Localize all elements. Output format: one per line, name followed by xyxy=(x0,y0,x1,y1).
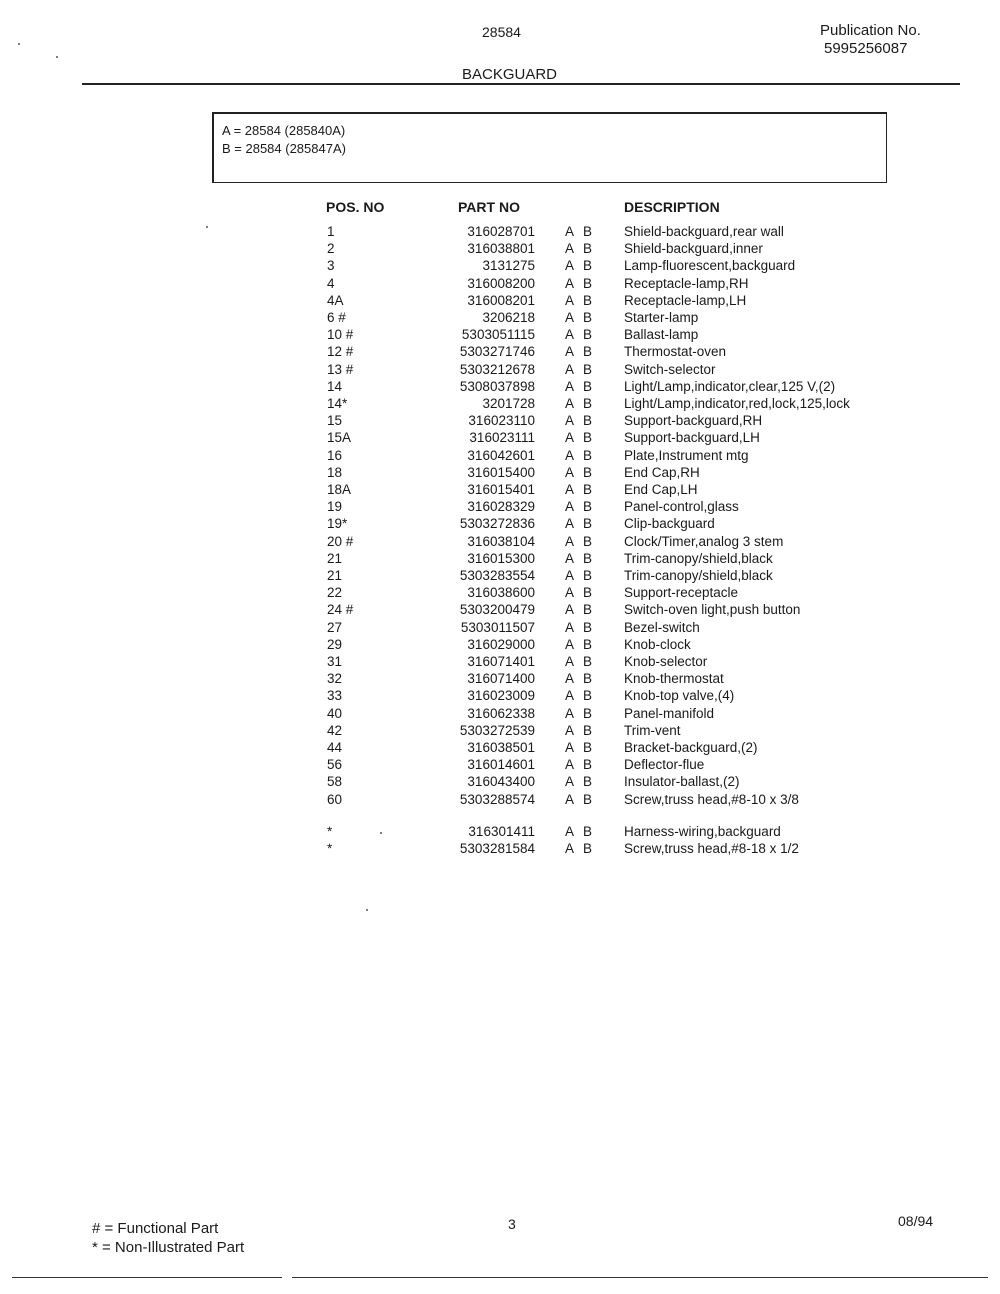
pos-cell: 27 xyxy=(327,620,343,635)
pos-cell: * xyxy=(327,824,333,839)
version-cell: A B xyxy=(565,499,596,514)
version-cell: A B xyxy=(565,654,596,669)
date-code: 08/94 xyxy=(898,1213,934,1229)
version-cell: A B xyxy=(565,551,596,566)
version-cell: A B xyxy=(565,344,596,359)
part-number-cell: 5303288574 xyxy=(459,792,535,807)
description-cell: Trim-canopy/shield,black xyxy=(624,568,773,583)
footnote-functional: # = Functional Part xyxy=(92,1220,219,1237)
part-number-cell: 5308037898 xyxy=(459,379,535,394)
table-row xyxy=(0,293,1000,310)
description-cell: Knob-thermostat xyxy=(624,671,724,686)
pos-cell: 19 xyxy=(327,499,343,514)
description-cell: Knob-selector xyxy=(624,654,708,669)
table-row xyxy=(0,568,1000,585)
description-cell: Switch-oven light,push button xyxy=(624,602,801,617)
pos-cell: 1 xyxy=(327,224,335,239)
part-number-cell: 316023009 xyxy=(467,688,535,703)
version-cell: A B xyxy=(565,396,596,411)
bottom-rule xyxy=(12,1277,282,1278)
pos-cell: 19* xyxy=(327,516,348,531)
table-row xyxy=(0,258,1000,275)
description-cell: Screw,truss head,#8-10 x 3/8 xyxy=(624,792,799,807)
publication-number: 5995256087 xyxy=(824,40,908,57)
table-row xyxy=(0,534,1000,551)
description-cell: End Cap,RH xyxy=(624,465,700,480)
description-cell: Knob-top valve,(4) xyxy=(624,688,735,703)
part-number-cell: 5303271746 xyxy=(459,344,535,359)
description-cell: Panel-manifold xyxy=(624,706,715,721)
table-row xyxy=(0,723,1000,740)
version-cell: A B xyxy=(565,293,596,308)
part-number-cell: 5303272539 xyxy=(459,723,535,738)
version-cell: A B xyxy=(565,757,596,772)
pos-cell: 58 xyxy=(327,774,343,789)
description-cell: Trim-canopy/shield,black xyxy=(624,551,773,566)
description-cell: Harness-wiring,backguard xyxy=(624,824,781,839)
pos-cell: 56 xyxy=(327,757,343,772)
part-number-cell: 3131275 xyxy=(482,258,535,273)
table-row xyxy=(0,413,1000,430)
version-cell: A B xyxy=(565,568,596,583)
description-cell: Trim-vent xyxy=(624,723,681,738)
part-number-cell: 316028701 xyxy=(467,224,535,239)
part-number-cell: 316014601 xyxy=(467,757,535,772)
version-cell: A B xyxy=(565,379,596,394)
description-cell: Lamp-fluorescent,backguard xyxy=(624,258,796,273)
pos-cell: 31 xyxy=(327,654,343,669)
pos-cell: 13 # xyxy=(327,362,354,377)
footnote-non-illustrated: * = Non-Illustrated Part xyxy=(92,1239,245,1256)
version-cell: A B xyxy=(565,465,596,480)
description-cell: Starter-lamp xyxy=(624,310,699,325)
version-cell: A B xyxy=(565,448,596,463)
version-cell: A B xyxy=(565,413,596,428)
table-row xyxy=(0,551,1000,568)
pos-cell: 4A xyxy=(327,293,344,308)
description-cell: Support-receptacle xyxy=(624,585,739,600)
table-row xyxy=(0,430,1000,447)
description-cell: Support-backguard,LH xyxy=(624,430,760,445)
version-cell: A B xyxy=(565,585,596,600)
table-row xyxy=(0,276,1000,293)
pos-cell: 3 xyxy=(327,258,335,273)
pos-cell: 42 xyxy=(327,723,343,738)
pos-cell: 22 xyxy=(327,585,343,600)
table-row xyxy=(0,824,1000,841)
version-cell: A B xyxy=(565,602,596,617)
table-row xyxy=(0,241,1000,258)
description-cell: Clock/Timer,analog 3 stem xyxy=(624,534,784,549)
model-number: 28584 xyxy=(482,24,521,40)
version-cell: A B xyxy=(565,327,596,342)
column-header-part: PART NO xyxy=(458,199,520,215)
table-row xyxy=(0,841,1000,858)
description-cell: Light/Lamp,indicator,clear,125 V,(2) xyxy=(624,379,836,394)
table-row xyxy=(0,706,1000,723)
table-row xyxy=(0,688,1000,705)
description-cell: Panel-control,glass xyxy=(624,499,739,514)
version-cell: A B xyxy=(565,792,596,807)
table-row xyxy=(0,757,1000,774)
version-cell: A B xyxy=(565,482,596,497)
part-number-cell: 5303011507 xyxy=(460,620,535,635)
part-number-cell: 316008200 xyxy=(467,276,535,291)
legend-line-a: A = 28584 (285840A) xyxy=(222,123,346,138)
pos-cell: 24 # xyxy=(327,602,354,617)
pos-cell: 14 xyxy=(327,379,343,394)
part-number-cell: 316008201 xyxy=(467,293,535,308)
table-row xyxy=(0,224,1000,241)
table-row xyxy=(0,585,1000,602)
version-cell: A B xyxy=(565,224,596,239)
part-number-cell: 5303200479 xyxy=(459,602,535,617)
description-cell: Clip-backguard xyxy=(624,516,715,531)
version-cell: A B xyxy=(565,620,596,635)
pos-cell: 21 xyxy=(327,568,343,583)
table-row xyxy=(0,482,1000,499)
scan-speck xyxy=(18,43,20,45)
pos-cell: 44 xyxy=(327,740,343,755)
part-number-cell: 5303281584 xyxy=(459,841,535,856)
version-cell: A B xyxy=(565,637,596,652)
part-number-cell: 316015300 xyxy=(467,551,535,566)
pos-cell: 32 xyxy=(327,671,343,686)
version-cell: A B xyxy=(565,740,596,755)
version-cell: A B xyxy=(565,258,596,273)
version-cell: A B xyxy=(565,430,596,445)
table-row xyxy=(0,499,1000,516)
part-number-cell: 316042601 xyxy=(467,448,535,463)
table-row xyxy=(0,671,1000,688)
pos-cell: 16 xyxy=(327,448,343,463)
description-cell: Knob-clock xyxy=(624,637,691,652)
part-number-cell: 316023111 xyxy=(469,430,535,445)
pos-cell: 4 xyxy=(327,276,335,291)
table-row xyxy=(0,310,1000,327)
description-cell: Thermostat-oven xyxy=(624,344,727,359)
version-cell: A B xyxy=(565,774,596,789)
scan-speck xyxy=(380,832,382,834)
pos-cell: 2 xyxy=(327,241,335,256)
part-number-cell: 316301411 xyxy=(468,824,535,839)
version-cell: A B xyxy=(565,276,596,291)
pos-cell: 18 xyxy=(327,465,343,480)
description-cell: Shield-backguard,rear wall xyxy=(624,224,784,239)
pos-cell: 6 # xyxy=(327,310,346,325)
description-cell: Receptacle-lamp,RH xyxy=(624,276,749,291)
part-number-cell: 316028329 xyxy=(467,499,535,514)
part-number-cell: 5303051115 xyxy=(461,327,535,342)
part-number-cell: 316062338 xyxy=(467,706,535,721)
description-cell: Ballast-lamp xyxy=(624,327,699,342)
version-cell: A B xyxy=(565,706,596,721)
version-cell: A B xyxy=(565,723,596,738)
table-row xyxy=(0,620,1000,637)
description-cell: Plate,Instrument mtg xyxy=(624,448,749,463)
part-number-cell: 316023110 xyxy=(468,413,535,428)
description-cell: Screw,truss head,#8-18 x 1/2 xyxy=(624,841,799,856)
column-header-pos: POS. NO xyxy=(326,199,385,215)
model-legend-box xyxy=(212,112,887,183)
part-number-cell: 5303283554 xyxy=(459,568,535,583)
pos-cell: 40 xyxy=(327,706,343,721)
scan-speck xyxy=(366,909,368,911)
pos-cell: 12 # xyxy=(327,344,354,359)
table-row xyxy=(0,344,1000,361)
table-row xyxy=(0,637,1000,654)
part-number-cell: 316015401 xyxy=(467,482,535,497)
table-row xyxy=(0,516,1000,533)
part-number-cell: 316015400 xyxy=(467,465,535,480)
description-cell: Deflector-flue xyxy=(624,757,705,772)
table-row xyxy=(0,792,1000,809)
table-row xyxy=(0,602,1000,619)
pos-cell: 15 xyxy=(327,413,343,428)
table-row xyxy=(0,654,1000,671)
description-cell: Switch-selector xyxy=(624,362,716,377)
pos-cell: 60 xyxy=(327,792,343,807)
pos-cell: 14* xyxy=(327,396,348,411)
header-rule xyxy=(82,83,960,85)
description-cell: Support-backguard,RH xyxy=(624,413,763,428)
version-cell: A B xyxy=(565,841,596,856)
pos-cell: 33 xyxy=(327,688,343,703)
part-number-cell: 316038104 xyxy=(467,534,535,549)
table-row xyxy=(0,774,1000,791)
pos-cell: 20 # xyxy=(327,534,354,549)
part-number-cell: 316043400 xyxy=(467,774,535,789)
part-number-cell: 5303212678 xyxy=(459,362,535,377)
description-cell: Bracket-backguard,(2) xyxy=(624,740,758,755)
pos-cell: 15A xyxy=(327,430,352,445)
publication-label: Publication No. xyxy=(820,22,921,39)
table-row xyxy=(0,379,1000,396)
column-header-description: DESCRIPTION xyxy=(624,199,720,215)
part-number-cell: 316071401 xyxy=(467,654,535,669)
version-cell: A B xyxy=(565,516,596,531)
scan-speck xyxy=(206,226,208,228)
table-row xyxy=(0,396,1000,413)
page-number: 3 xyxy=(508,1216,516,1232)
bottom-rule xyxy=(292,1277,988,1278)
scan-speck xyxy=(56,56,58,58)
table-row xyxy=(0,362,1000,379)
part-number-cell: 316071400 xyxy=(467,671,535,686)
description-cell: Light/Lamp,indicator,red,lock,125,lock xyxy=(624,396,850,411)
version-cell: A B xyxy=(565,824,596,839)
version-cell: A B xyxy=(565,362,596,377)
version-cell: A B xyxy=(565,688,596,703)
description-cell: Insulator-ballast,(2) xyxy=(624,774,740,789)
version-cell: A B xyxy=(565,241,596,256)
pos-cell: 18A xyxy=(327,482,352,497)
part-number-cell: 3201728 xyxy=(482,396,535,411)
pos-cell: * xyxy=(327,841,333,856)
table-row xyxy=(0,448,1000,465)
description-cell: Shield-backguard,inner xyxy=(624,241,763,256)
table-row xyxy=(0,740,1000,757)
part-number-cell: 5303272836 xyxy=(459,516,535,531)
pos-cell: 21 xyxy=(327,551,343,566)
pos-cell: 10 # xyxy=(327,327,354,342)
version-cell: A B xyxy=(565,310,596,325)
table-row xyxy=(0,465,1000,482)
table-row xyxy=(0,327,1000,344)
version-cell: A B xyxy=(565,671,596,686)
description-cell: End Cap,LH xyxy=(624,482,698,497)
version-cell: A B xyxy=(565,534,596,549)
description-cell: Bezel-switch xyxy=(624,620,700,635)
pos-cell: 29 xyxy=(327,637,343,652)
part-number-cell: 316038801 xyxy=(467,241,535,256)
section-title: BACKGUARD xyxy=(462,66,558,83)
part-number-cell: 316038600 xyxy=(467,585,535,600)
part-number-cell: 316029000 xyxy=(467,637,535,652)
description-cell: Receptacle-lamp,LH xyxy=(624,293,747,308)
legend-line-b: B = 28584 (285847A) xyxy=(222,141,346,156)
part-number-cell: 316038501 xyxy=(467,740,535,755)
part-number-cell: 3206218 xyxy=(482,310,535,325)
